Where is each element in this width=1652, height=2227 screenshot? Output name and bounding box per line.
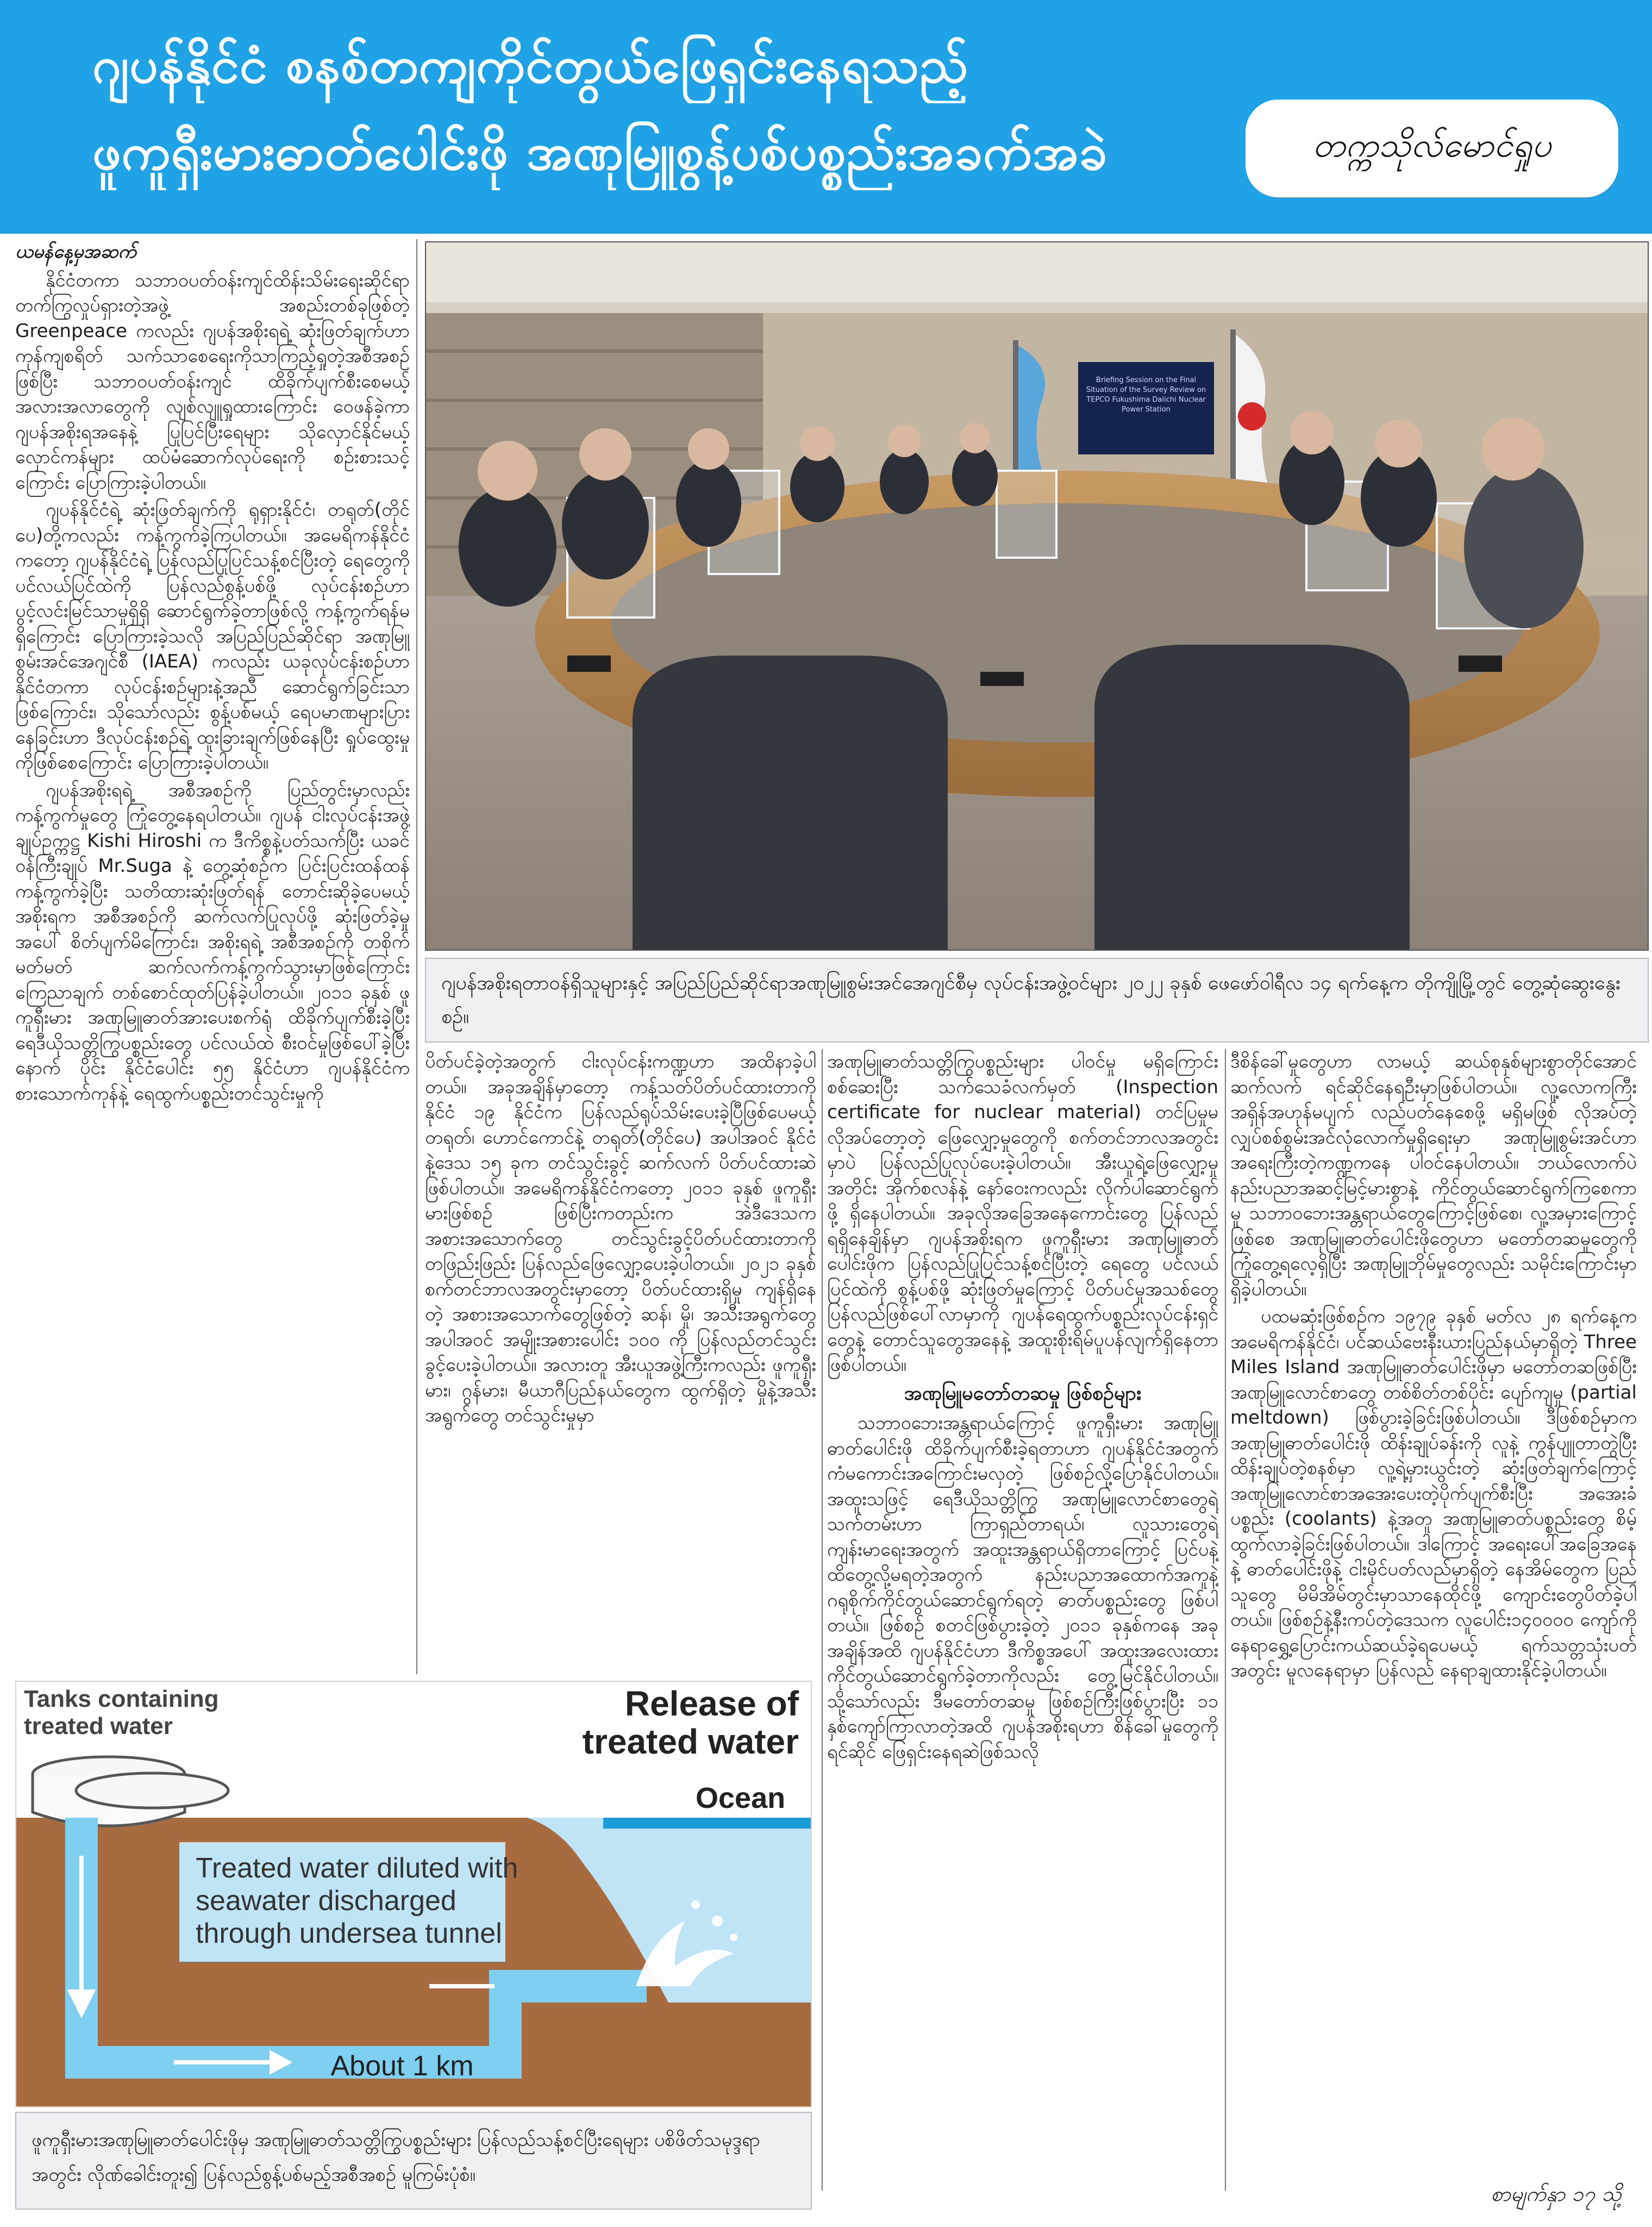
column-divider — [1225, 1049, 1226, 2191]
column-divider — [416, 239, 417, 1674]
paragraph: ဒီစိန်ခေါ်မှုတွေဟာ လာမယ့် ဆယ်စုနှစ်များစွာတိုင်အောင် ဆက်လက် ရင်ဆိုင်နေရဦးမှာဖြစ်ပါတယ်။ လူ့လောကကြီး အရှိန်အဟုန်မပျက် လည်ပတ်နေစေဖို့ မရှိမဖြစ် လိုအပ်တဲ့ လျှပ်စစ်စွမ်းအင်လုံလောက်မှုရှိရေးမှာ အဏုမြူစွမ်းအင်ဟာ အရေးကြီးတဲ့ကဏ္ဍကနေ ပါဝင်နေပါတယ်။ ဘယ်လောက်ပဲ နည်းပညာအဆင့်မြင့်မားစွာနဲ့ ကိုင်တွယ်ဆောင်ရွက်ကြစေကာမူ သဘာဝဘေးအန္တရာယ်တွေကြောင့်ဖြစ်စေ၊ လူ့အမှားကြောင့်ဖြစ်စေ အဏုမြူဓာတ်ပေါင်းဖိုတွေဟာ မတော်တဆမှုတွေကို ကြုံတွေ့ရလေ့ရှိပြီး အဏုမြူဘိုမ်မှုတွေလည်း သမိုင်းကြောင်းမှာ ရှိခဲ့ပါတယ်။ — [1230, 1051, 1637, 1300]
headline-line-1: ဂျပန်နိုင်ငံ စနစ်တကျကိုင်တွယ်ဖြေရှင်းနေရသည့် — [92, 36, 969, 94]
paragraph: နိုင်ငံတကာ သဘာဝပတ်ဝန်းကျင်ထိန်းသိမ်းရေးဆိုင်ရာ တက်ကြွလှုပ်ရှားတဲ့အဖွဲ့ အစည်းတစ်ခုဖြစ်တဲ့ Greenpeace ကလည်း ဂျပန်အစိုးရရဲ့ ဆုံးဖြတ်ချက်ဟာ ကုန်ကျစရိတ် သက်သာစေရေးကိုသာကြည့်ရှုတဲ့အစီအစဉ်ဖြစ်ပြီး သဘာဝပတ်ဝန်းကျင် ထိခိုက်ပျက်စီးစေမယ့် အလားအလာတွေကို လျစ်လျူရှုထားကြောင်း ဝေဖန်ခဲ့ကာ ဂျပန်အစိုးရအနေနဲ့ ပြုပြင်ပြီးရေများ သိုလှောင်နိုင်မယ့် လှောင်ကန်များ ထပ်မံဆောက်လုပ်ရေးကို စဉ်းစားသင့်ကြောင်း ပြောကြားခဲ့ပါတယ်။ — [15, 269, 410, 494]
continued-from: ယမန်နေ့မှအဆက် — [15, 241, 136, 263]
photo-caption: ဂျပန်အစိုးရတာဝန်ရှိသူများနှင့် အပြည်ပြည်ဆိုင်ရာအဏုမြူစွမ်းအင်အေဂျင်စီမှ လုပ်ငန်းအဖွဲ့ဝင်များ ၂၀၂၂ ခုနှစ် ဖေဖော်ဝါရီလ ၁၄ ရက်နေ့က တိုကျိုမြို့တွင် တွေ့ဆုံဆွေးနွေးစဉ်။ — [425, 958, 1649, 1043]
byline-box — [1246, 99, 1618, 197]
column-1 — [15, 239, 410, 1661]
paragraph: သဘာဝဘေးအန္တရာယ်ကြောင့် ဖူကူရှီးမား အဏုမြူဓာတ်ပေါင်းဖို ထိခိုက်ပျက်စီးခဲ့ရတာဟာ ဂျပန်နိုင်ငံအတွက် ကံမကောင်းအကြောင်းမလှတဲ့ ဖြစ်စဉ်လို့ပြောနိုင်ပါတယ်။ အထူးသဖြင့် ရေဒီယိုသတ္တိကြွ အဏုမြူလောင်စာတွေရဲ့ သက်တမ်းဟာ ကြာရှည်တာရယ်၊ လူသားတွေရဲ့ ကျန်းမာရေးအတွက် အထူးအန္တရာယ်ရှိတာကြောင့် ပြင်ပနဲ့ ထိတွေ့လို့မရတဲ့အတွက် နည်းပညာအထောက်အကူနဲ့ ဂရုစိုက်ကိုင်တွယ်ဆောင်ရွက်ရတဲ့ ဓာတ်ပစ္စည်းတွေ ဖြစ်ပါတယ်။ ဖြစ်စဉ် စတင်ဖြစ်ပွားခဲ့တဲ့ ၂၀၁၁ ခုနှစ်ကနေ အခုအချိန်အထိ ဂျပန်နိုင်ငံဟာ ဒီကိစ္စအပေါ် အထူးအလေးထား ကိုင်တွယ်ဆောင်ရွက်ခဲ့တာကိုလည်း တွေ့မြင်နိုင်ပါတယ်။ သို့သော်လည်း ဒီမတော်တဆမှု ဖြစ်စဉ်ကြီးဖြစ်ပွားပြီး ၁၁ နှစ်ကျော်ကြာလာတဲ့အထိ ဂျပန်အစိုးရဟာ စိန်ခေါ်မှုတွေကို ရင်ဆိုင် ဖြေရှင်းနေရဆဲဖြစ်သလို — [827, 1412, 1218, 1763]
meeting-photo-illustration — [426, 242, 1648, 950]
headline-line-2: ဖူကူရှီးမားဓာတ်ပေါင်းဖို အဏုမြူစွန့်ပစ်ပစ္စည်းအခက်အခဲ — [92, 123, 1108, 181]
continued-on: စာမျက်နှာ ၁၇ သို့ — [1491, 2182, 1622, 2206]
column-4 — [1230, 1049, 1637, 2174]
paragraph: ဂျပန်အစိုးရရဲ့ အစီအစဉ်ကို ပြည်တွင်းမှာလည်း ကန့်ကွက်မှုတွေ ကြုံတွေ့နေရပါတယ်။ ဂျပန် ငါးလုပ်ငန်းအဖွဲ့ချုပ်ဥက္ကဋ္ဌ Kishi Hiroshi က ဒီကိစ္စနဲ့ပတ်သက်ပြီး ယခင်ဝန်ကြီးချုပ် Mr.Suga နဲ့ တွေ့ဆုံစဉ်က ပြင်းပြင်းထန်ထန် ကန့်ကွက်ခဲ့ပြီး သတိထားဆုံးဖြတ်ရန် တောင်းဆိုခဲ့ပေမယ့် အစိုးရက အစီအစဉ်ကို ဆက်လက်ပြုလုပ်ဖို့ ဆုံးဖြတ်ခဲ့မှုအပေါ် စိတ်ပျက်မိကြောင်း၊ အစိုးရရဲ့ အစီအစဉ်ကို တစိုက်မတ်မတ် ဆက်လက်ကန့်ကွက်သွားမှာဖြစ်ကြောင်း ကြေညာချက် တစ်စောင်ထုတ်ပြန်ခဲ့ပါတယ်။ ၂၀၁၁ ခုနှစ် ဖူကူရှီးမား အဏုမြူဓာတ်အားပေးစက်ရုံ ထိခိုက်ပျက်စီးခဲ့ပြီး ရေဒီယိုသတ္တိကြွပစ္စည်းတွေ ပင်လယ်ထဲ စီးဝင်မှုဖြစ်ပေါ်ခဲ့ပြီးနောက် ပိုင်း နိုင်ငံပေါင်း ၅၅ နိုင်ငံဟာ ဂျပန်နိုင်ငံက စားသောက်ကုန်နဲ့ ရေထွက်ပစ္စည်းတင်သွင်းမှုကို — [15, 779, 410, 1105]
section-heading: အဏုမြူမတော်တဆမှု ဖြစ်စဉ်များ — [904, 1382, 1142, 1405]
ocean-surface — [603, 1818, 811, 1829]
release-diagram-illustration — [16, 1682, 811, 2106]
diagram-title-2: treated water — [582, 1722, 799, 1761]
presentation-screen-text: Briefing Session on the Final Situation of the Survey Review on TEPCO Fukushima Daiichi Nuclear Power Station — [1086, 376, 1206, 414]
paragraph: ပထမဆုံးဖြစ်စဉ်က ၁၉၇၉ ခုနှစ် မတ်လ ၂၈ ရက်နေ့က အမေရိကန်နိုင်ငံ၊ ပင်ဆယ်ဗေးနီးယားပြည်နယ်မှာရှိတဲ့ Three Miles Island အဏုမြူဓာတ်ပေါင်းဖိုမှာ မတော်တဆဖြစ်ပြီး အဏုမြူလောင်စာတွေ တစ်စိတ်တစ်ပိုင်း ပျော်ကျမှု (partial meltdown) ဖြစ်ပွားခဲ့ခြင်းဖြစ်ပါတယ်။ ဒီဖြစ်စဉ်မှာက အဏုမြူဓာတ်ပေါင်းဖို ထိန်းချုပ်ခန်းကို လူနဲ့ ကွန်ပျူတာတွဲပြီး ထိန်းချုပ်တဲ့စနစ်မှာ လူ့ရဲ့မှားယွင်းတဲ့ ဆုံးဖြတ်ချက်ကြောင့် အဏုမြူလောင်စာအအေးပေးတဲ့ပိုက်ပျက်စီးပြီး အအေးခံပစ္စည်း (coolants) နဲ့အတူ အဏုမြူဓာတ်ပစ္စည်းတွေ စိမ့်ထွက်လာခဲ့ခြင်းဖြစ်ပါတယ်။ ဒါကြောင့် အရေးပေါ်အခြေအနေနဲ့ ဓာတ်ပေါင်းဖိုနဲ့ ငါးမိုင်ပတ်လည်မှာရှိတဲ့ နေအိမ်တွေက ပြည်သူတွေ မိမိအိမ်တွင်းမှာသာနေထိုင်ဖို့ ကျောင်းတွေပိတ်ခဲ့ပါတယ်။ ဖြစ်စဉ်နဲ့နီးကပ်တဲ့ဒေသက လူပေါင်း၁၄၀၀၀၀ ကျော်ကို နေရာရွှေ့ပြောင်းကယ်ဆယ်ခဲ့ရပေမယ့် ရက်သတ္တသုံးပတ်အတွင်း မူလနေရာမှာ ပြန်လည် နေရာချထားနိုင်ခဲ့ပါတယ်။ — [1230, 1306, 1637, 1681]
release-diagram — [15, 1681, 812, 2107]
column-2 — [425, 1049, 816, 1669]
paragraph: ဂျပန်နိုင်ငံရဲ့ ဆုံးဖြတ်ချက်ကို ရုရှားနိုင်ငံ၊ တရုတ်(တိုင်ပေ)တို့ကလည်း ကန့်ကွက်ခဲ့ကြပါတယ်။ အမေရိကန်နိုင်ငံကတော့ ဂျပန်နိုင်ငံရဲ့ ပြန်လည်ပြုပြင်သန့်စင်ပြီးတဲ့ ရေတွေကို ပင်လယ်ပြင်ထဲကို ပြန်လည်စွန့်ပစ်ဖို့ လုပ်ငန်းစဉ်ဟာ ပွင့်လင်းမြင်သာမှုရှိရှိ ဆောင်ရွက်ခဲ့တာဖြစ်လို့ ကန့်ကွက်ရန်မရှိကြောင်း ပြောကြားခဲ့သလို အပြည်ပြည်ဆိုင်ရာ အဏုမြူစွမ်းအင်အေဂျင်စီ (IAEA) ကလည်း ယခုလုပ်ငန်းစဉ်ဟာ နိုင်ငံတကာ လုပ်ငန်းစဉ်များနဲ့အညီ ဆောင်ရွက်ခြင်းသာဖြစ်ကြောင်း၊ သိုသော်လည်း စွန့်ပစ်မယ့် ရေပမာဏများပြားနေခြင်းဟာ ဒီလုပ်ငန်းစဉ်ရဲ့ ထူးခြားချက်ဖြစ်နေပြီး ရှုပ်ထွေးမှုကိုဖြစ်စေကြောင်း ပြောကြားခဲ့ပါတယ်။ — [15, 499, 410, 773]
ocean-label: Ocean — [696, 1782, 786, 1814]
distance-label: About 1 km — [330, 2050, 474, 2082]
tanks-label-1: Tanks containing — [24, 1686, 219, 1712]
paragraph: အဏုမြူဓာတ်သတ္တိကြွပစ္စည်းများ ပါဝင်မှု မရှိကြောင်း စစ်ဆေးပြီး သက်သေခံလက်မှတ် (Inspection certificate for nuclear material) တင်ပြမှုမလိုအပ်တော့တဲ့ ဖြေလျှော့မှုတွေကို စက်တင်ဘာလအတွင်းမှာပဲ ပြန်လည်ပြုလုပ်ပေးခဲ့ပါတယ်။ အီးယူရဲ့ဖြေလျှော့မှုအတိုင်း အိုက်စလန်နဲ့ နော်ဝေးကလည်း လိုက်ပါဆောင်ရွက်ဖို့ ရှိနေပါတယ်။ အခုလိုအခြေအနေကောင်းတွေ ပြန်လည်ရရှိနေချိန်မှာ ဂျပန်အစိုးရက ဖူကူရှီးမား အဏုမြူဓာတ်ပေါင်းဖိုက ပြန်လည်ပြုပြင်သန့်စင်ပြီးတဲ့ ရေတွေ ပင်လယ်ပြင်ထဲကို စွန့်ပစ်ဖို့ ဆုံးဖြတ်မှုကြောင့် ပိတ်ပင်မှုအသစ်တွေ ပြန်လည်ဖြစ်ပေါ်လာမှာကို ဂျပန်ရေထွက်ပစ္စည်းလုပ်ငန်းရှင်တွေနဲ့ တောင်သူတွေအနေနဲ့ အထူးစိုးရိမ်ပူပန်လျက်ရှိနေတာ ဖြစ်ပါတယ်။ — [827, 1051, 1218, 1376]
column-3 — [827, 1049, 1218, 2180]
meeting-photo — [425, 241, 1649, 951]
dilution-label-1: Treated water diluted with — [196, 1852, 518, 1884]
paragraph: ပိတ်ပင်ခဲ့တဲ့အတွက် ငါးလုပ်ငန်းကဏ္ဍဟာ အထိနာခဲ့ပါတယ်။ အခုအချိန်မှာတော့ ကန့်သတ်ပိတ်ပင်ထားတာကို နိုင်ငံ ၁၉ နိုင်ငံက ပြန်လည်ရုပ်သိမ်းပေးခဲ့ပြီဖြစ်ပေမယ့် တရုတ်၊ ဟောင်ကောင်နဲ့ တရုတ်(တိုင်ပေ) အပါအဝင် နိုင်ငံနဲ့ဒေသ ၁၅ ခုက တင်သွင်းခွင့် ဆက်လက် ပိတ်ပင်ထားဆဲဖြစ်ပါတယ်။ အမေရိကန်နိုင်ငံကတော့ ၂၀၁၁ ခုနှစ် ဖူကူရှီးမားဖြစ်စဉ် ဖြစ်ပြီးကတည်းက အဲဒီဒေသက အစားအသောက်တွေ တင်သွင်းခွင့်ပိတ်ပင်ထားတာကို တဖြည်းဖြည်း ပြန်လည်ဖြေလျှော့ပေးခဲ့ပါတယ်။ ၂၀၂၁ ခုနှစ်စက်တင်ဘာလအတွင်းမှာတော့ ပိတ်ပင်ထားရှိမှု ကျန်ရှိနေတဲ့ အစားအသောက်တွေဖြစ်တဲ့ ဆန်၊ မှို၊ အသီးအရွက်တွေအပါအဝင် အမျိုးအစားပေါင်း ၁၀၀ ကို ပြန်လည်တင်သွင်းခွင့်ပေးခဲ့ပါတယ်။ အလားတူ အီးယူအဖွဲ့ကြီးကလည်း ဖူကူရှီးမား၊ ဂွန်မား၊ မီယာဂီပြည်နယ်တွေက ထွက်ရှိတဲ့ မှိုနဲ့အသီးအရွက်တွေ တင်သွင်းမှုမှာ — [425, 1051, 816, 1426]
byline: တက္ကသိုလ်မောင်ရှုပ — [1312, 124, 1551, 165]
tanks-label-2: treated water — [24, 1713, 173, 1739]
diagram-title-1: Release of — [624, 1684, 799, 1723]
column-divider — [822, 1049, 823, 2191]
diagram-caption: ဖူကူရှီးမားအဏုမြူဓာတ်ပေါင်းဖိုမှ အဏုမြူဓာတ်သတ္တိကြွပစ္စည်းများ ပြန်လည်သန့်စင်ပြီးရေများ ပစိဖိတ်သမုဒ္ဒရာအတွင်း လိုဏ်ခေါင်းတူး၍ ပြန်လည်စွန့်ပစ်မည့်အစီအစဉ် မူကြမ်းပုံစံ။ — [15, 2112, 812, 2210]
dilution-label-2: seawater discharged — [196, 1885, 456, 1917]
dilution-label-3: through undersea tunnel — [196, 1918, 502, 1949]
